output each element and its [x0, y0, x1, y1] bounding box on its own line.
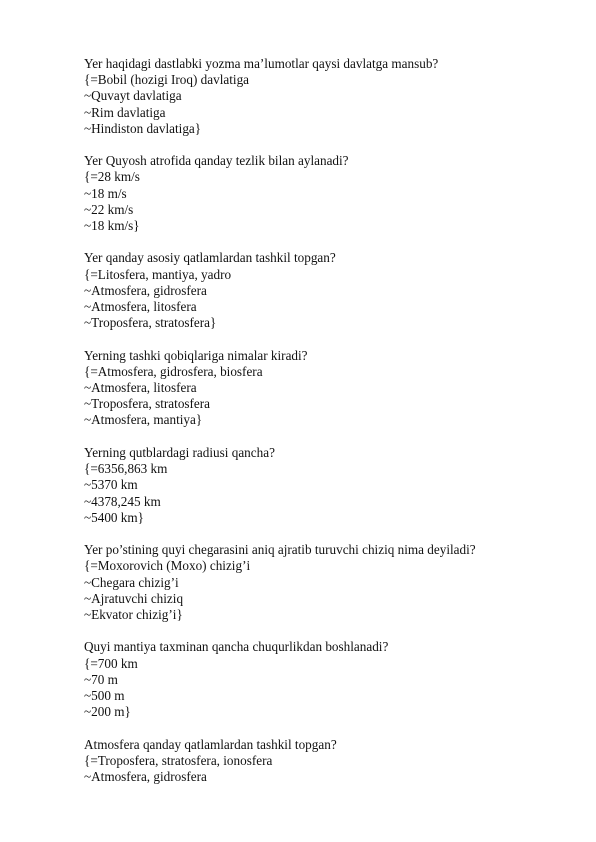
answer-option: ~18 km/s}	[84, 217, 140, 233]
question-block	[84, 542, 554, 623]
answer-option: {=Litosfera, mantiya, yadro	[84, 266, 232, 282]
question-text: Yer po’stining quyi chegarasini aniq ajratib turuvchi chiziq nima deyiladi?	[84, 542, 476, 558]
answer-option: ~4378,245 km	[84, 493, 161, 509]
answer-option: {=700 km	[84, 655, 138, 671]
answer-option: ~Atmosfera, mantiya}	[84, 412, 203, 428]
answer-option: {=Moxorovich (Moxo) chizig’i	[84, 558, 251, 574]
answer-option: ~Hindiston davlatiga}	[84, 120, 202, 136]
question-block	[84, 737, 554, 786]
question-block	[84, 348, 554, 429]
question-text: Atmosfera qanday qatlamlardan tashkil topgan?	[84, 736, 337, 752]
answer-option: ~5370 km	[84, 477, 138, 493]
answer-option: ~70 m	[84, 671, 118, 687]
answer-option: {=Bobil (hozigi Iroq) davlatiga	[84, 72, 250, 88]
question-list	[84, 56, 554, 802]
question-text: Yerning tashki qobiqlariga nimalar kiradi?	[84, 347, 308, 363]
question-block	[84, 250, 554, 331]
question-block	[84, 445, 554, 526]
answer-option: ~18 m/s	[84, 185, 127, 201]
answer-option: ~Ekvator chizig’i}	[84, 606, 183, 622]
question-block	[84, 56, 554, 137]
answer-option: ~Quvayt davlatiga	[84, 88, 182, 104]
question-text: Yer qanday asosiy qatlamlardan tashkil topgan?	[84, 250, 336, 266]
answer-option: {=Troposfera, stratosfera, ionosfera	[84, 752, 273, 768]
question-block	[84, 639, 554, 720]
answer-option: ~Chegara chizig’i	[84, 574, 179, 590]
question-text: Yer Quyosh atrofida qanday tezlik bilan aylanadi?	[84, 153, 349, 169]
answer-option: ~Ajratuvchi chiziq	[84, 590, 184, 606]
answer-option: ~5400 km}	[84, 509, 144, 525]
question-text: Yer haqidagi dastlabki yozma ma’lumotlar qaysi davlatga mansub?	[84, 56, 439, 71]
answer-option: ~Atmosfera, gidrosfera	[84, 769, 207, 785]
answer-option: ~Atmosfera, gidrosfera	[84, 282, 207, 298]
answer-option: ~22 km/s	[84, 201, 134, 217]
question-text: Quyi mantiya taxminan qancha chuqurlikdan boshlanadi?	[84, 639, 389, 655]
answer-option: ~Atmosfera, litosfera	[84, 299, 197, 315]
answer-option: ~Rim davlatiga	[84, 104, 166, 120]
answer-option: {=Atmosfera, gidrosfera, biosfera	[84, 363, 263, 379]
answer-option: ~Troposfera, stratosfera}	[84, 315, 217, 331]
question-text: Yerning qutblardagi radiusi qancha?	[84, 444, 275, 460]
answer-option: ~Troposfera, stratosfera	[84, 396, 211, 412]
answer-option: ~500 m	[84, 687, 125, 703]
question-block	[84, 153, 554, 234]
answer-option: {=6356,863 km	[84, 461, 168, 477]
answer-option: ~Atmosfera, litosfera	[84, 380, 197, 396]
answer-option: ~200 m}	[84, 704, 131, 720]
answer-option: {=28 km/s	[84, 169, 140, 185]
